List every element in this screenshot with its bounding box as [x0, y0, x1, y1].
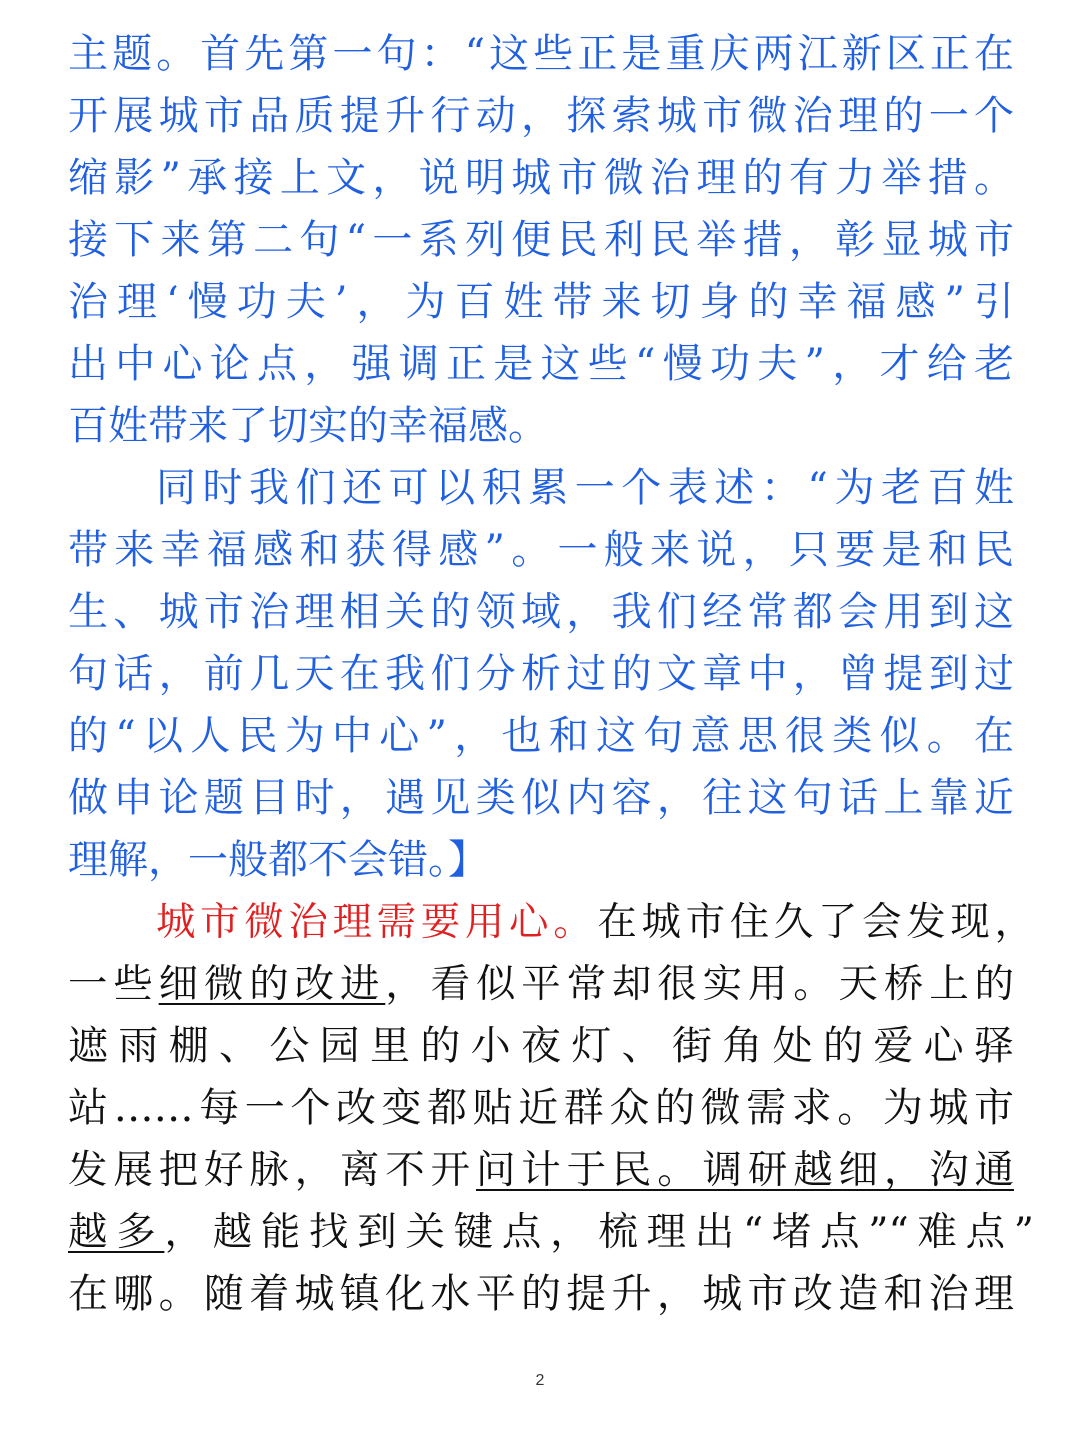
body-text: ，越能找到关键点，梳理出“堵点”“难点”	[164, 1209, 1034, 1255]
body-line	[68, 960, 1014, 1008]
commentary-line: 生、城市治理相关的领域，我们经常都会用到这	[68, 589, 1014, 635]
underlined-phrase: 问计于民。调研越细，沟通	[475, 1147, 1015, 1193]
body-text: ，看似平常却很实用。天桥上的	[385, 961, 1015, 1007]
commentary-line: 接下来第二句“一系列便民利民举措，彰显城市	[68, 217, 1014, 263]
body-text: 发展把好脉，离不开	[68, 1147, 476, 1193]
body-line	[68, 1146, 1014, 1194]
commentary-line: 百姓带来了切实的幸福感。	[68, 403, 548, 449]
commentary-line: 主题。首先第一句：“这些正是重庆两江新区正在	[68, 31, 1014, 77]
page-number: 2	[535, 1372, 545, 1389]
body-line	[156, 898, 1034, 946]
commentary-line: 出中心论点，强调正是这些“慢功夫”，才给老	[68, 341, 1014, 387]
commentary-line: 的“以人民为中心”，也和这句意思很类似。在	[68, 713, 1014, 759]
commentary-line: 治理‘慢功夫’，为百姓带来切身的幸福感”引	[68, 279, 1014, 325]
section-heading: 城市微治理需要用心。	[156, 899, 598, 945]
commentary-line: 缩影”承接上文，说明城市微治理的有力举措。	[68, 155, 1014, 201]
commentary-line: 做申论题目时，遇见类似内容，往这句话上靠近	[68, 775, 1014, 821]
commentary-line: 理解，一般都不会错。】	[68, 837, 488, 883]
body-text: 在城市住久了会发现，	[597, 899, 1035, 945]
commentary-line: 同时我们还可以积累一个表述：“为老百姓	[156, 465, 1014, 511]
body-text: 一些	[68, 961, 159, 1007]
commentary-line: 带来幸福感和获得感”。一般来说，只要是和民	[68, 527, 1014, 573]
body-line: 在哪。随着城镇化水平的提升，城市改造和治理	[68, 1271, 1014, 1317]
body-line	[68, 1208, 1034, 1256]
commentary-line: 句话，前几天在我们分析过的文章中，曾提到过	[68, 651, 1014, 697]
body-line: 遮雨棚、公园里的小夜灯、街角处的爱心驿	[68, 1023, 1014, 1069]
body-line: 站……每一个改变都贴近群众的微需求。为城市	[68, 1085, 1014, 1131]
underlined-phrase: 细微的改进	[158, 961, 386, 1007]
commentary-line: 开展城市品质提升行动，探索城市微治理的一个	[68, 93, 1014, 139]
underlined-phrase: 越多	[68, 1209, 165, 1255]
